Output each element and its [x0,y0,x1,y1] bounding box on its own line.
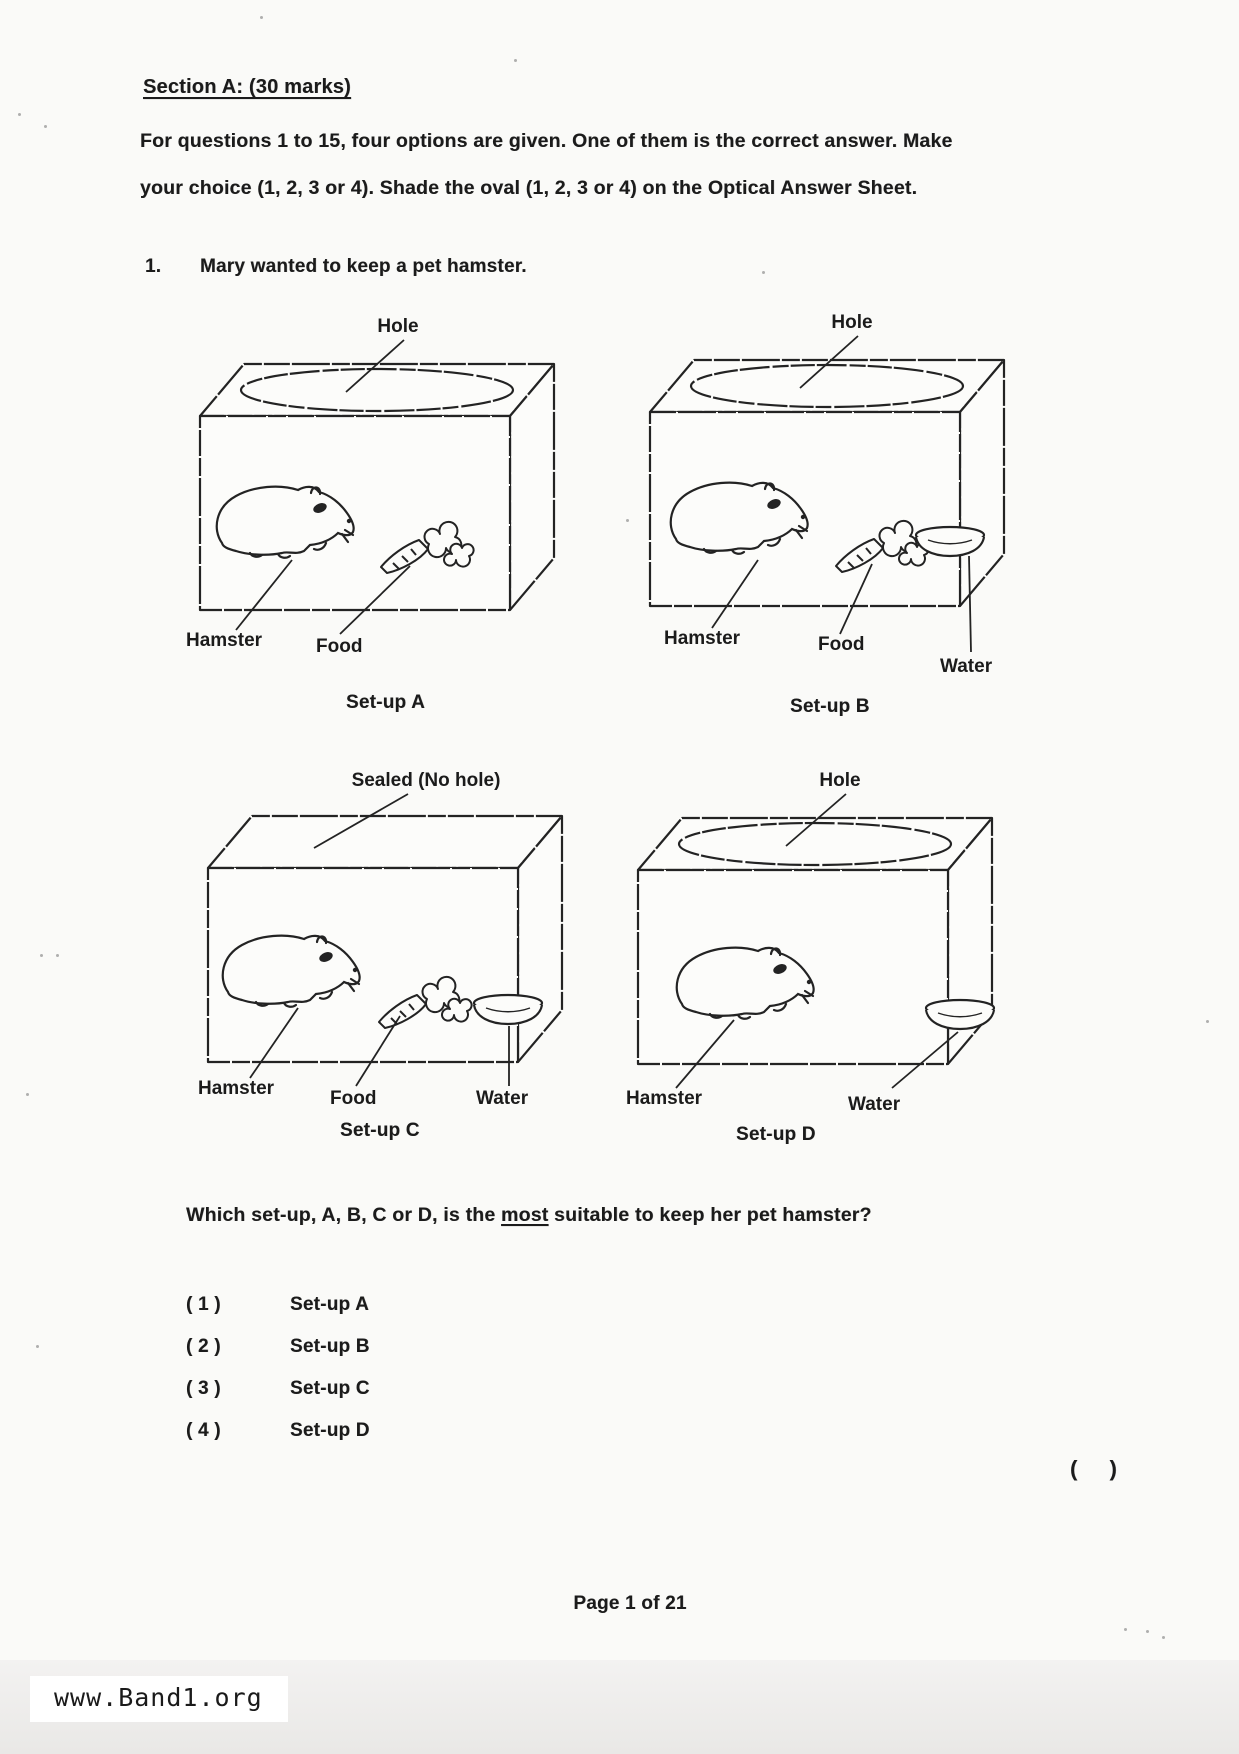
watermark-text: www.Band1.org [54,1683,263,1712]
food-label: Food [818,634,865,655]
setup-c-caption: Set-up C [340,1120,420,1141]
instructions-line-2: your choice (1, 2, 3 or 4). Shade the oval (1, 2, 3 or 4) on the Optical Answer Sheet. [140,177,918,199]
cage-box [200,364,554,610]
setup-b-diagram [620,294,1040,694]
option-2-marker: ( 2 ) [186,1336,221,1357]
sealed-label: Sealed (No hole) [351,770,501,791]
option-3-label: Set-up C [290,1378,370,1399]
option-4 [186,1420,486,1444]
setup-a-caption: Set-up A [346,692,426,713]
hamster-label: Hamster [626,1088,703,1109]
option-4-marker: ( 4 ) [186,1420,221,1441]
water-bowl-illustration [474,995,542,1024]
option-1-marker: ( 1 ) [186,1294,221,1315]
setup-d-diagram [608,752,1028,1152]
section-heading: Section A: (30 marks) [143,76,351,98]
option-3-marker: ( 3 ) [186,1378,221,1399]
water-label: Water [940,656,993,677]
setup-a-diagram [170,298,590,698]
hole-label: Hole [819,770,861,791]
food-label: Food [330,1088,377,1109]
prompt-suffix: suitable to keep her pet hamster? [548,1204,872,1226]
prompt-emphasis: most [501,1204,549,1226]
food-label: Food [316,636,363,657]
cage-box [650,360,1004,606]
question-intro: Mary wanted to keep a pet hamster. [200,256,527,277]
hole-label: Hole [377,316,419,337]
question-number: 1. [145,256,162,277]
instructions-line-1: For questions 1 to 15, four options are given. One of them is the correct answer. Make [140,130,953,152]
option-3 [186,1378,486,1402]
hamster-label: Hamster [186,630,263,651]
option-1-label: Set-up A [290,1294,370,1315]
hamster-label: Hamster [198,1078,275,1099]
page-indicator: Page 1 of 21 [573,1593,687,1614]
water-label: Water [476,1088,529,1109]
prompt-prefix: Which set-up, A, B, C or D, is the [186,1204,502,1226]
answer-bracket-open: ( [1070,1456,1078,1481]
option-2 [186,1336,486,1360]
setup-c-diagram [178,750,598,1150]
option-4-label: Set-up D [290,1420,370,1441]
answer-bracket [1070,1456,1117,1482]
water-bowl-illustration [926,1000,994,1029]
setup-d-caption: Set-up D [736,1124,816,1145]
setup-b-caption: Set-up B [790,696,870,717]
water-bowl-illustration [916,527,984,556]
option-2-label: Set-up B [290,1336,370,1357]
section-instructions [140,118,1050,212]
option-1 [186,1294,486,1318]
answer-bracket-close: ) [1109,1456,1118,1481]
hole-label: Hole [831,312,873,333]
cage-box [638,818,992,1064]
hamster-label: Hamster [664,628,741,649]
question-prompt [186,1204,872,1227]
water-label: Water [848,1094,901,1115]
